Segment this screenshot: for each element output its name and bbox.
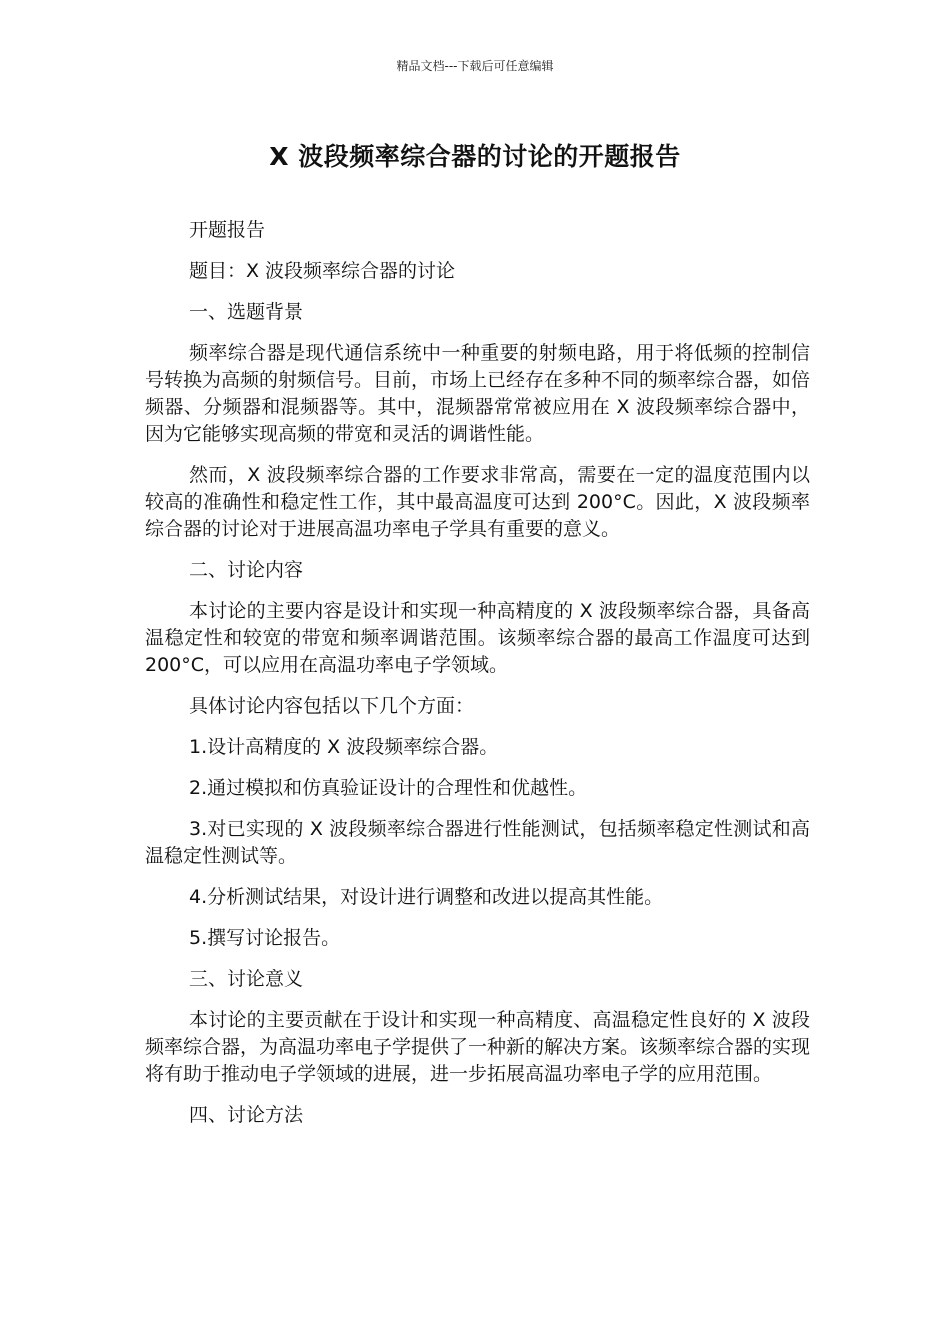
paragraph-background-2: 然而，X 波段频率综合器的工作要求非常高，需要在一定的温度范围内以较高的准确性和稳定性工作，其中最高温度可达到 200°C。因此，X 波段频率综合器的讨论对于进展高温功率电子学具有重要的意义。 (145, 464, 810, 540)
list-item: 1.设计高精度的 X 波段频率综合器。 (189, 736, 499, 758)
section-heading-significance: 三、讨论意义 (189, 968, 304, 990)
list-item: 4.分析测试结果，对设计进行调整和改进以提高其性能。 (189, 886, 664, 908)
list-item: 5.撰写讨论报告。 (189, 927, 341, 949)
list-item: 2.通过模拟和仿真验证设计的合理性和优越性。 (189, 777, 588, 799)
document-title: X 波段频率综合器的讨论的开题报告 (269, 142, 681, 171)
paragraph-significance: 本讨论的主要贡献在于设计和实现一种高精度、高温稳定性良好的 X 波段频率综合器，为高温功率电子学提供了一种新的解决方案。该频率综合器的实现将有助于推动电子学领域的进展，进一步拓展高温功率电子学的应用范围。 (145, 1009, 811, 1085)
section-heading-content: 二、讨论内容 (189, 559, 304, 581)
section-heading-method: 四、讨论方法 (189, 1104, 304, 1126)
paragraph-content-2: 具体讨论内容包括以下几个方面： (189, 695, 475, 717)
paragraph-background-1: 频率综合器是现代通信系统中一种重要的射频电路，用于将低频的控制信号转换为高频的射频信号。目前，市场上已经存在多种不同的频率综合器，如倍频器、分频器和混频器等。其中，混频器常常被应用在 X 波段频率综合器中，因为它能够实现高频的带宽和灵活的调谐性能。 (145, 342, 811, 445)
section-heading-background: 一、选题背景 (189, 301, 304, 323)
paragraph-report-label: 开题报告 (189, 219, 266, 241)
paragraph-topic: 题目：X 波段频率综合器的讨论 (189, 260, 456, 282)
paragraph-content-1: 本讨论的主要内容是设计和实现一种高精度的 X 波段频率综合器，具备高温稳定性和较宽的带宽和频率调谐范围。该频率综合器的最高工作温度可达到 200°C，可以应用在高温功率电子学领域。 (145, 600, 810, 676)
document-body (145, 217, 810, 1143)
list-item: 3.对已实现的 X 波段频率综合器进行性能测试，包括频率稳定性测试和高温稳定性测试等。 (145, 818, 810, 867)
header-note: 精品文档---下载后可任意编辑 (396, 59, 554, 73)
